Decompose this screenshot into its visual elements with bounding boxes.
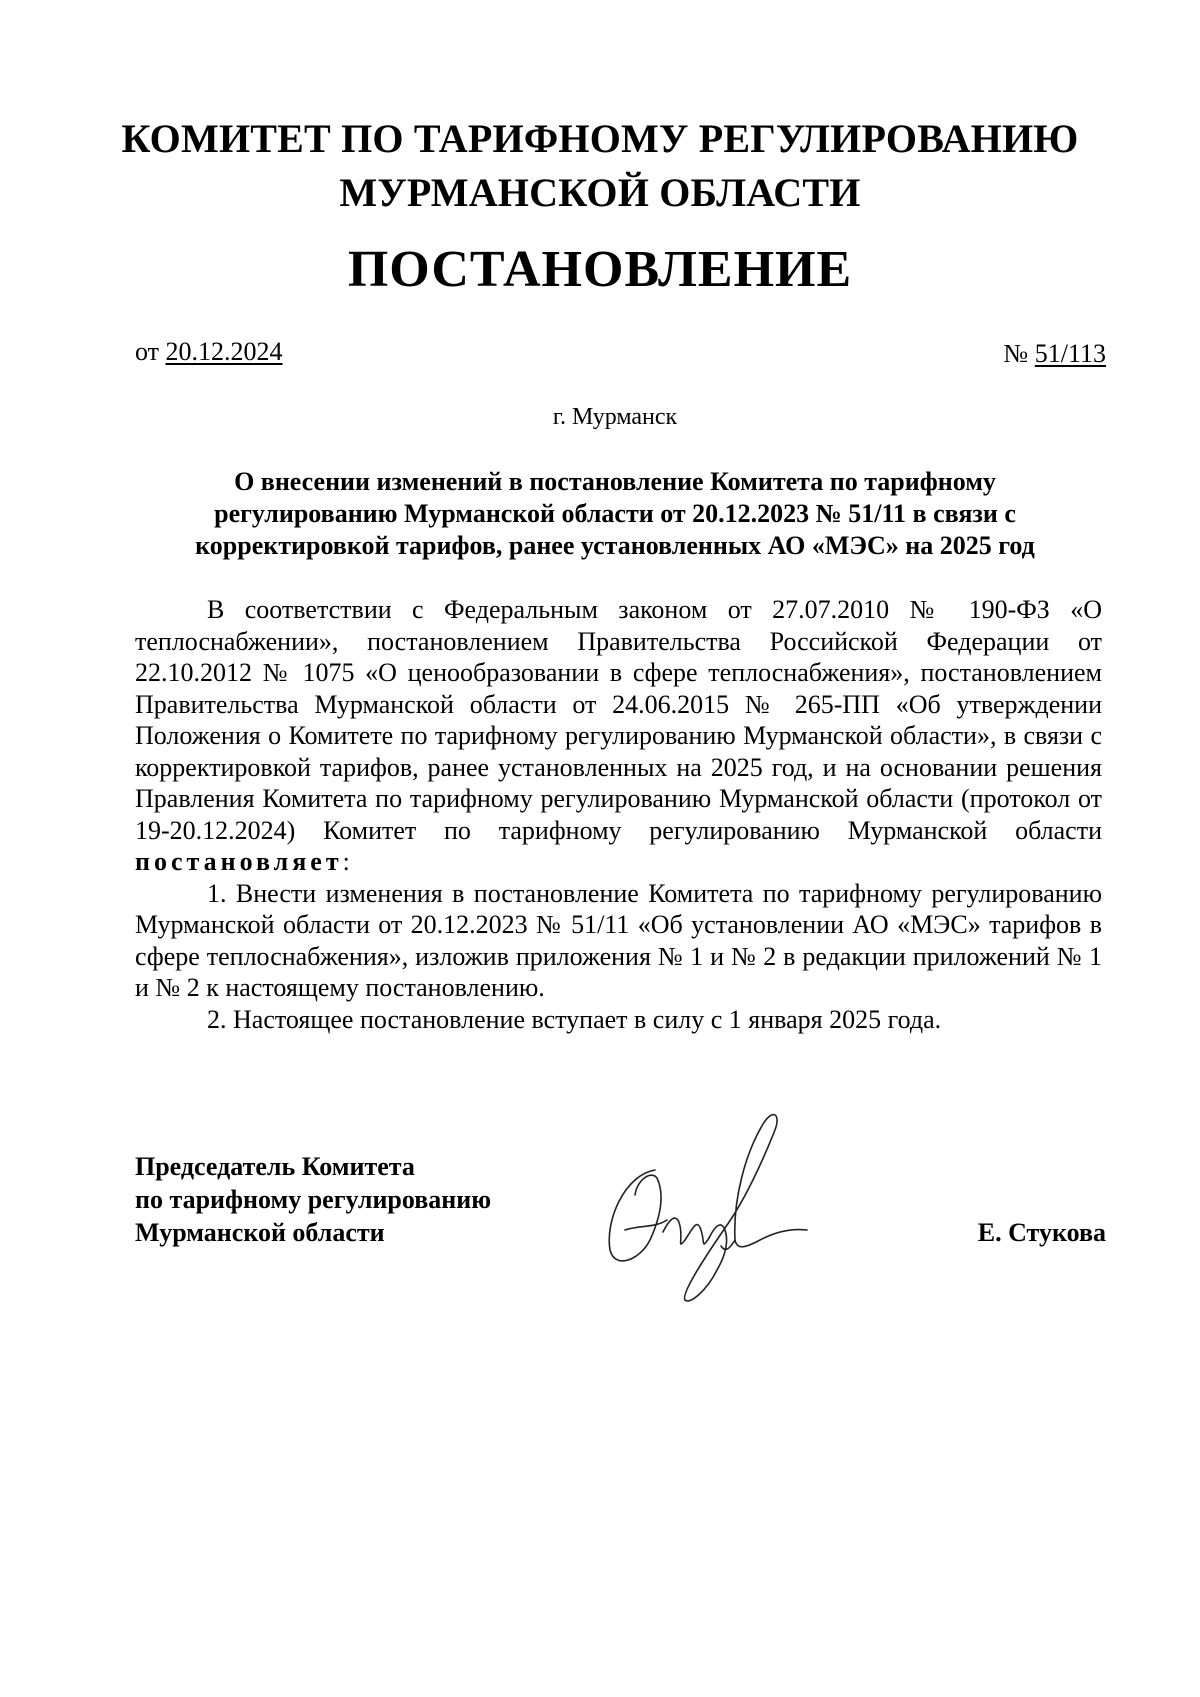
document-body [135, 594, 1102, 1035]
signatory-title [135, 1150, 491, 1249]
subject-line3: корректировкой тарифов, ранее установленных АО «МЭС» на 2025 год [195, 531, 1035, 560]
number-prefix: № [1003, 339, 1035, 368]
city-label: г. Мурманск [552, 404, 678, 430]
resolution-item-1: 1. Внести изменения в постановление Комитета по тарифному регулированию Мурманской области от 20.12.2023 № 51/11 «Об установлении АО «МЭС» тарифов в сфере теплоснабжения», изложив приложения № 1 и № 2 в редакции приложений № 1 и № 2 к настоящему постановлению. [135, 878, 1102, 1002]
signatory-title-line2: по тарифному регулированию [135, 1185, 492, 1214]
document-number [1003, 338, 1106, 370]
signatory-title-line3: Мурманской области [135, 1218, 385, 1247]
subject-line1: О внесении изменений в постановление Комитета по тарифному [234, 467, 996, 496]
resolves-suffix: : [342, 847, 350, 876]
document-subject [130, 466, 1100, 562]
date-value: 20.12.2024 [165, 337, 283, 366]
signatory-name: Е. Стукова [977, 1218, 1106, 1247]
date-prefix: от [135, 337, 166, 366]
document-type-heading: ПОСТАНОВЛЕНИЕ [347, 241, 853, 298]
preamble-text: В соответствии с Федеральным законом от 27.07.2010 № 190-ФЗ «О теплоснабжении», постановлением Правительства Российской Федерации от 22.10.2012 № 1075 «О ценообразовании в сфере теплоснабжения», постановлением Правительства Мурманской области от 24.06.2015 № 265-ПП «Об утверждении Положения о Комитете по тарифному регулированию Мурманской области», в связи с корректировкой тарифов, ранее установленных на 2025 год, и на основании решения Правления Комитета по тарифному регулированию Мурманской области (протокол от 19-20.12.2024) Комитет по тарифному регулированию Мурманской области [135, 595, 1102, 845]
document-date [135, 336, 283, 368]
resolution-item-2: 2. Настоящее постановление вступает в силу с 1 января 2025 года. [207, 1004, 942, 1034]
number-value: 51/113 [1034, 339, 1106, 368]
signatory-title-line1: Председатель Комитета [135, 1152, 415, 1181]
preamble-paragraph [135, 594, 1102, 878]
subject-line2: регулированию Мурманской области от 20.12.2023 № 51/11 в связи с [214, 499, 1016, 528]
organization-title-line1: КОМИТЕТ ПО ТАРИФНОМУ РЕГУЛИРОВАНИЮ [121, 116, 1079, 161]
handwritten-signature [585, 1100, 845, 1320]
organization-title [0, 112, 1200, 220]
resolves-word: постановляет [135, 847, 343, 876]
organization-title-line2: МУРМАНСКОЙ ОБЛАСТИ [339, 170, 861, 215]
